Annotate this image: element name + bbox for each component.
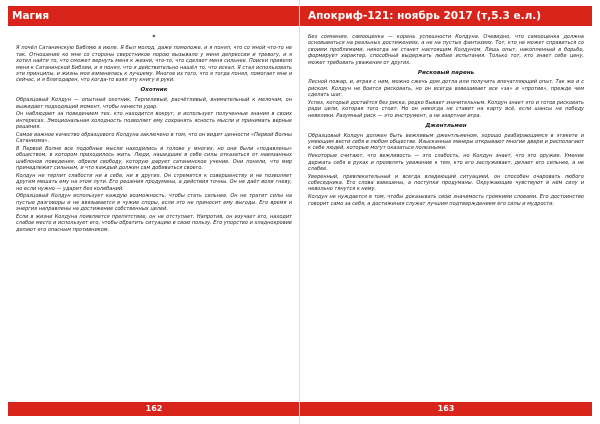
section-star: *	[152, 34, 156, 41]
paragraph: Колдун не терпит слабости ни в себе, ни в других. Он стремится к совершенству и не позволяет другим мешать ему на этом пути. Его решения продуманы, а действия точны. Он не даёт воли гневу, но если нужно — ударит без колебаний.	[16, 172, 292, 192]
paragraph: Уверенный, привлекательный и всегда владеющий ситуацией, он способен очаровать любого собеседника. Его слова взвешены, а поступки продуманы. Окружающие чувствуют в нём силу и невольно тянутся к нему.	[308, 173, 584, 193]
left-sections	[16, 87, 292, 233]
paragraph: В Первой Волне все подобные мысли находились в голове у многих, но они были «подавлены» обществом, в котором приходилось жить. Люди, нашедшие в себе силы отказаться от навязанных шаблонов поведения, обрели свободу, которую дарует сатанинское учение. Они поняли, что мир принадлежит сильным, и что каждый должен сам добиваться своего.	[16, 145, 292, 172]
right-page-body	[308, 34, 584, 396]
paragraph: Колдун не нуждается в том, чтобы доказывать свою значимость громкими словами. Его достоинство говорит само за себя, а достижения служат лучшим подтверждением его силы и мудрости.	[308, 194, 584, 207]
paragraph: Образцовый Колдун должен быть вежливым джентльменом, хорошо разбирающимся в этикете и умеющим вести себя в любом обществе. Изысканные манеры открывают многие двери и располагают к себе людей, которые могут оказаться полезными.	[308, 132, 584, 152]
paragraph: Если в жизни Колдуна появляется препятствие, он не отступает. Напротив, он изучает его, находит слабое место и использует его, чтобы обратить ситуацию в свою пользу. Его упорство и хладнокровие делают его опасным противником.	[16, 213, 292, 233]
paragraph: Образцовый Колдун — опытный охотник. Терпеливый, расчётливый, внимательный к мелочам, он выжидает подходящий момент, чтобы нанести удар.	[16, 97, 292, 110]
paragraph: Некоторые считают, что вежливость — это слабость, но Колдун знает, что это оружие. Умение держать себя в руках и проявлять уважение к тем, кто его заслуживает, делает его сильнее, а не слабее.	[308, 153, 584, 172]
section-title: Рисковый парень	[417, 69, 475, 76]
right-page-header: Апокриф-121: ноябрь 2017 (т,5.3 е.л.)	[300, 6, 592, 26]
right-page	[300, 0, 600, 424]
left-page-body	[16, 34, 292, 396]
paragraph: Без сомнения, самооценка — корень успешности Колдуна. Очевидно, что самооценка должна основываться на реальных достижениях, а не на пустых фантазиях. Тот, кто не может справиться со своими проблемами, никогда не станет настоящим Колдуном. Лишь опыт, накопленный в борьбе, формирует характер, способный выдержать любые испытания. Только тот, кто знает себе цену, может требовать уважения от других.	[308, 34, 584, 66]
paragraph: Самое важное качество образцового Колдуна заключено в том, что он видит ценности «Первой Волны Сатанизма».	[16, 131, 292, 145]
left-page-number: 162	[8, 402, 300, 416]
left-page-header: Магия	[8, 6, 300, 26]
paragraph: Я почёл Сатанинскую Библию в июле. Я был молод, даже помоложе, и я понял, что со мной что-то не так. Отношение ко мне со стороны сверстников порою вызывало у меня депрессии и тревогу, и я хотел найти то, что сможет вернуть меня к жизни, что-то, что сделает меня сильнее. Поиски привели меня к Сатанинской Библии, и я понял, что я действительно нашёл то, что искал. Я стал использовать эти принципы, и жизнь моя изменилась к лучшему. Многое из того, что я тогда понял, помогает мне и сейчас, и я благодарен, что когда-то взял эту книгу в руки.	[16, 45, 292, 84]
paragraph: Лесной пожар, и, играя с ним, можно сжечь дом дотла или получить впечатляющий опыт. Так же и с риском. Колдун не боится рисковать, но он всегда взвешивает все «за» и «против», прежде чем сделать шаг.	[308, 79, 584, 99]
paragraph: Он наблюдает за поведением тех, кто находится вокруг, и использует полученные знания в своих интересах. Эмоциональная холодность позволяет ему сохранять ясность мысли и принимать верные решения.	[16, 111, 292, 131]
right-intro	[308, 34, 584, 66]
section-title: Охотник	[140, 87, 168, 94]
left-intro	[16, 45, 292, 83]
right-page-number: 163	[300, 402, 592, 416]
section-title: Джентльмен	[425, 122, 467, 129]
paragraph: Образцовый Колдун использует каждую возможность, чтобы стать сильнее. Он не тратит силы на пустые разговоры и не ввязывается в чужие споры, если это не приносит ему выгоды. Его время и энергия направлены на достижение собственных целей.	[16, 193, 292, 213]
paragraph: Успех, который достаётся без риска, редко бывает значительным. Колдун знает это и готов рисковать ради цели, которая того стоит. Но он никогда не ставит на карту всё, если шансы на победу невелики. Разумный риск — это инструмент, а не азартная игра.	[308, 99, 584, 119]
right-sections	[308, 70, 584, 207]
